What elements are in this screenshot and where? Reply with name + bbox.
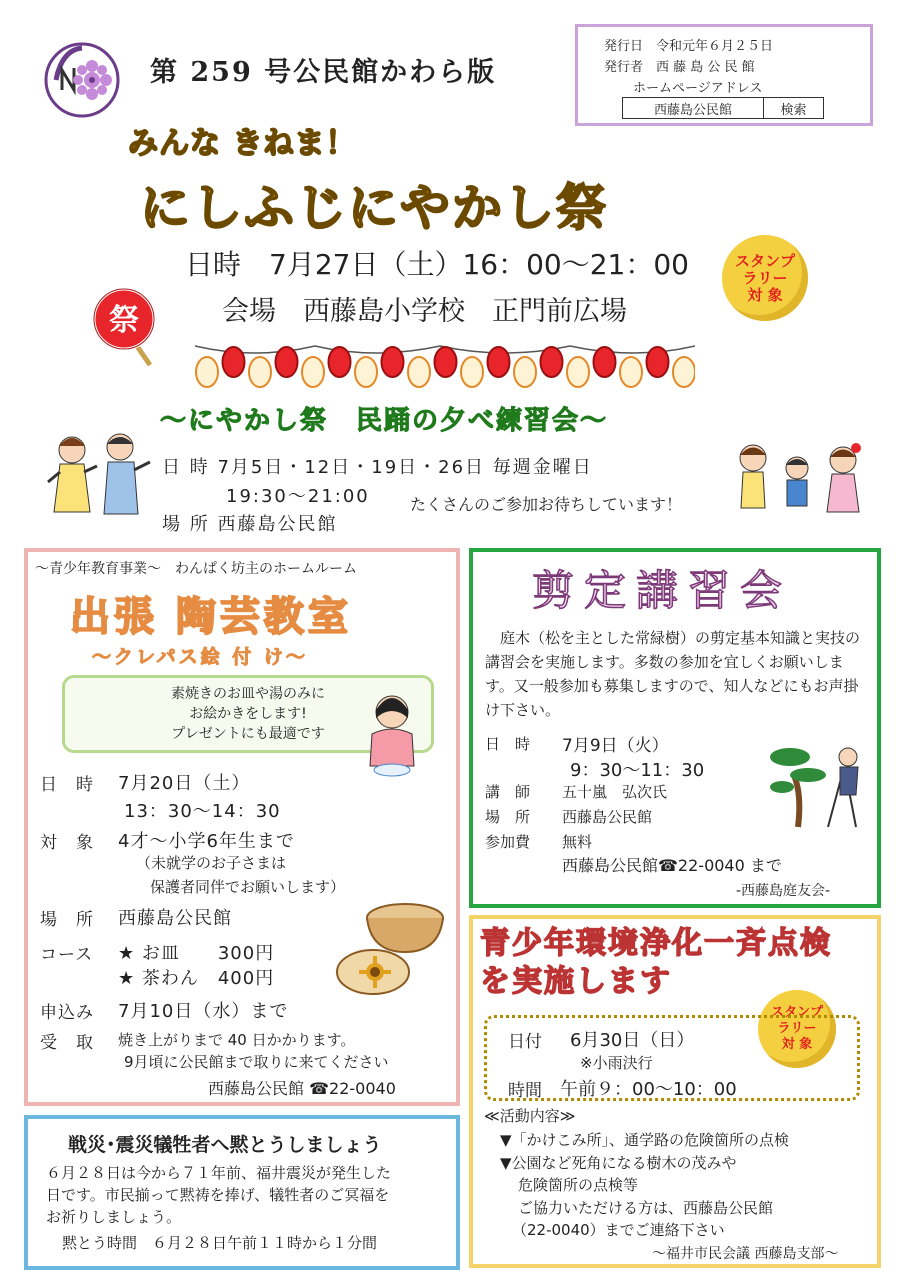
- lantern: [541, 347, 563, 377]
- pottery-date-label: 日 時: [40, 775, 94, 795]
- pottery-course-plate: ★ お皿 300円: [118, 943, 275, 964]
- note-line: 素焼きのお皿や湯のみに: [171, 686, 325, 702]
- pruning-place-label: 場 所: [485, 808, 531, 826]
- pottery-target-note: 保護者同伴でお願いします）: [150, 878, 346, 896]
- pruning-time-value: 9：30～11：30: [570, 760, 705, 781]
- pruning-fee-label: 参加費: [485, 833, 531, 851]
- children-illustration: [735, 440, 865, 520]
- dancers-illustration: [42, 432, 157, 532]
- practice-date: 日 時 7月5日・12日・19日・26日 毎週金曜日: [162, 457, 593, 478]
- pruning-fee-value: 無料: [562, 833, 593, 851]
- inspection-rain-note: ※小雨決行: [580, 1054, 653, 1072]
- lantern: [302, 357, 324, 387]
- inspection-title-line1: 青少年環境浄化一斉点検: [480, 926, 832, 961]
- lantern: [514, 357, 536, 387]
- pottery-place-value: 西藤島公民館: [118, 908, 232, 929]
- lantern: [196, 357, 218, 387]
- fan-text: 祭: [109, 303, 139, 338]
- pottery-title: 出張 陶芸教室: [70, 594, 352, 640]
- inspection-title: [480, 925, 832, 1001]
- inspection-organizer: ～福井市民会議 西藤島支部～: [652, 1246, 839, 1262]
- memorial-body: ６月２８日は今から７１年前、福井震災が発生した: [46, 1164, 392, 1182]
- issue-title: 第 259 号公民館かわら版: [150, 57, 497, 88]
- pruning-title: 剪定講習会: [532, 566, 793, 615]
- stamp-rally-badge: [722, 235, 808, 321]
- lantern: [382, 347, 404, 377]
- pub-date: 発行日 令和元年６月２５日: [604, 39, 774, 54]
- memorial-title: 戦災･震災犠牲者へ黙とうしましょう: [68, 1134, 382, 1156]
- lantern: [594, 347, 616, 377]
- lantern: [276, 347, 298, 377]
- note-line: プレゼントにも最適です: [171, 726, 325, 742]
- pottery-course-bowl: ★ 茶わん 400円: [118, 968, 275, 989]
- publication-info: [575, 24, 873, 126]
- pottery-subtitle: ～クレパス絵 付 け～: [92, 646, 308, 668]
- pottery-course-label: コース: [40, 945, 94, 965]
- search-term: 西藤島公民館: [623, 98, 764, 118]
- search-button: 検索: [780, 102, 807, 118]
- lantern: [647, 347, 669, 377]
- inspection-cooperate: （22-0040）までご連絡下さい: [512, 1221, 725, 1239]
- stamp-line: スタンプ: [734, 251, 795, 270]
- pottery-target-label: 対 象: [40, 833, 94, 853]
- stamp-line: 対 象: [747, 285, 783, 304]
- pruning-place-value: 西藤島公民館: [562, 808, 653, 826]
- memorial-time: 黙とう時間 ６月２８日午前１１時から１分間: [62, 1234, 378, 1252]
- lantern: [223, 347, 245, 377]
- pottery-target-note: （未就学のお子さまは: [136, 854, 287, 872]
- pottery-bowls-illustration: [335, 890, 450, 1005]
- memorial-body: 日です。市民揃って黙祷を捧げ、犠牲者のご冥福を: [46, 1186, 390, 1204]
- practice-time: 19:30～21:00: [226, 486, 370, 507]
- lantern-string-icon: [195, 338, 695, 398]
- festival-subtitle: みんな きねま！: [128, 126, 357, 161]
- festival-title: にしふじにやかし祭: [140, 179, 608, 237]
- pine-tree-gardener-icon: [768, 735, 868, 830]
- pottery-place-label: 場 所: [40, 910, 94, 930]
- pottery-receive-value: 9月頃に公民館まで取りに来てください: [124, 1053, 389, 1071]
- pottery-time-value: 13：30～14：30: [124, 801, 281, 822]
- lantern: [488, 347, 510, 377]
- inspection-item: ▼「かけこみ所」、通学路の危険箇所の点検: [500, 1131, 790, 1149]
- inspection-cooperate: ご協力いただける方は、西藤島公民館: [518, 1199, 774, 1217]
- lantern: [408, 357, 430, 387]
- lantern: [567, 357, 589, 387]
- pottery-receive-label: 受 取: [40, 1033, 94, 1053]
- practice-title: ～にやかし祭 民踊の夕べ練習会～: [160, 406, 609, 436]
- festival-venue: 会場 西藤島小学校 正門前広場: [222, 296, 627, 327]
- girl-painting-illustration: [362, 690, 422, 780]
- practice-invite: たくさんのご参加お待ちしています！: [410, 495, 683, 514]
- practice-place: 場 所 西藤島公民館: [162, 514, 338, 535]
- stamp-line: スタンプ: [770, 1005, 823, 1020]
- inspection-item: 危険箇所の点検等: [518, 1176, 639, 1194]
- stamp-line: 対 象: [781, 1037, 813, 1052]
- inspection-item: ▼公園など死角になる樹木の茂みや: [500, 1154, 737, 1172]
- lantern: [249, 357, 271, 387]
- pottery-receive-value: 焼き上がりまで 40 日かかります。: [118, 1031, 356, 1049]
- pruning-teacher-label: 講 師: [485, 783, 531, 801]
- lantern: [461, 357, 483, 387]
- inspection-activity-header: ≪活動内容≫: [484, 1107, 576, 1125]
- kominkan-logo: [42, 40, 122, 120]
- inspection-date-value: 6月30日（日）: [570, 1030, 695, 1051]
- pottery-date-value: 7月20日（土）: [118, 773, 251, 794]
- note-line: お絵かきをします!: [189, 706, 307, 722]
- pruning-teacher-value: 五十嵐 弘次氏: [562, 783, 668, 801]
- pruning-date-label: 日 時: [485, 735, 531, 753]
- pottery-header: ～青少年教育事業～ わんぱく坊主のホームルーム: [35, 561, 357, 577]
- lantern: [435, 347, 457, 377]
- lantern: [673, 357, 695, 387]
- festival-fan-icon: [88, 285, 166, 369]
- memorial-body: お祈りしましょう。: [46, 1208, 182, 1226]
- pruning-contact: 西藤島公民館☎22-0040 まで: [562, 856, 782, 875]
- lantern: [355, 357, 377, 387]
- pruning-description: 庭木（松を主とした常緑樹）の剪定基本知識と実技の講習会を実施します。多数の参加を宜しくお願いします。又一般参加も募集しますので、知人などにもお声掛け下さい。: [485, 629, 861, 719]
- pottery-target-value: 4才～小学6年生まで: [118, 831, 295, 852]
- lantern: [329, 347, 351, 377]
- inspection-date-label: 日付: [508, 1032, 542, 1052]
- festival-datetime: 日時 7月27日（土）16：00～21：00: [185, 248, 689, 281]
- inspection-time-value: 午前９：00～10：00: [560, 1079, 737, 1100]
- pruning-date-value: 7月9日（火）: [562, 736, 669, 756]
- pottery-contact: 西藤島公民館 ☎22-0040: [208, 1079, 396, 1098]
- pottery-apply-value: 7月10日（水）まで: [118, 1001, 289, 1022]
- publisher: 発行者 西 藤 島 公 民 館: [604, 60, 755, 75]
- stamp-line: ラリー: [777, 1021, 817, 1036]
- inspection-title-line2: を実施します: [480, 964, 672, 999]
- lantern: [620, 357, 642, 387]
- stamp-line: ラリー: [742, 268, 788, 287]
- pruning-organizer: -西藤島庭友会-: [736, 883, 831, 899]
- inspection-time-label: 時間: [508, 1081, 542, 1101]
- homepage-label: ホームページアドレス: [633, 81, 763, 96]
- pottery-apply-label: 申込み: [40, 1003, 94, 1023]
- search-box: [622, 97, 824, 119]
